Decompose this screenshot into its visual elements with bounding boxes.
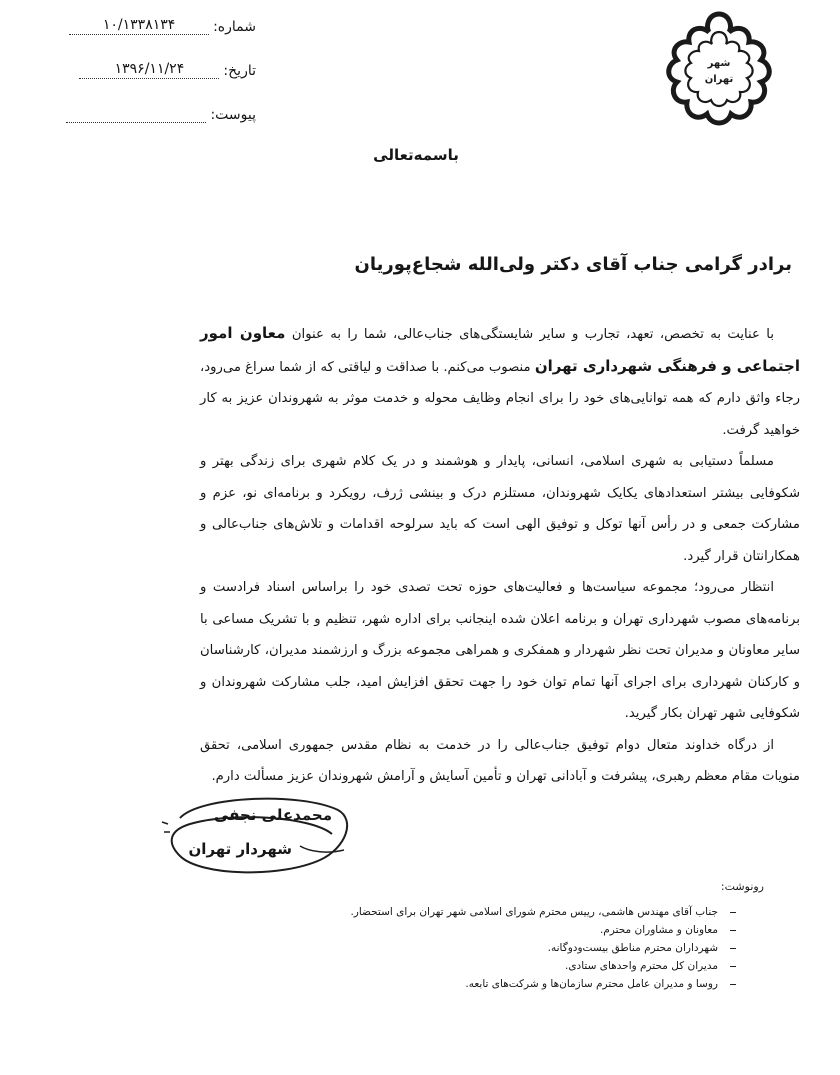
letter-attachment-value xyxy=(66,104,206,123)
list-item: روسا و مدیران عامل محترم سازمان‌ها و شرکت‌های تابعه. xyxy=(272,975,732,993)
letter-number-label: شماره: xyxy=(213,19,256,35)
body-paragraph-2: مسلماً دستیابی به شهری اسلامی، انسانی، پایدار و هوشمند و در یک کلام شهری برای زندگی بهتر و شکوفایی بیشتر استعدادهای یکایک شهروندان، مستلزم درک و بینشی ژرف، رویکرد و برنامه‌ای نو، عزم و مشارکت جمعی و در رأس آنها توکل و توفیق الهی است که باید سرلوحه اقدامات و تلاش‌های جناب‌عالی و همکارانتان قرار گیرد. xyxy=(200,454,800,564)
copies-heading: رونوشت: xyxy=(720,880,764,893)
body-paragraph-1 xyxy=(200,318,800,446)
copies-list xyxy=(272,903,732,993)
letter-date-value: ۱۳۹۶/۱۱/۲۴ xyxy=(79,60,219,79)
tehran-municipality-logo-icon xyxy=(660,8,778,133)
p1-position-title: معاون امور اجتماعی و فرهنگی شهرداری تهران xyxy=(200,324,800,375)
invocation-text: باسمه‌تعالی xyxy=(373,146,459,164)
body-paragraph-3: انتظار می‌رود؛ مجموعه سیاست‌ها و فعالیت‌های حوزه تحت تصدی خود را براساس اسناد فرادست و برنامه‌های مصوب شهرداری تهران و برنامه اعلان شده اینجانب برای اداره شهر، تنظیم و با تشریک مساعی با سایر معاونان و مدیران تحت نظر شهردار و همفکری و همراهی مجموعه بزرگ و ارزشمند مدیران، کارشناسان و کارکنان شهرداری برای اجرای آنها تمام توان خود را جهت تحقق افزایش امید، جلب مشارکت شهروندان و شکوفایی شهر تهران بکار گیرید. xyxy=(200,580,800,721)
letter-number-value: ۱۰/۱۳۳۸۱۳۴ xyxy=(69,16,209,35)
list-item: جناب آقای مهندس هاشمی، رییس محترم شورای اسلامی شهر تهران برای استحضار. xyxy=(272,903,732,921)
letter-date-label: تاریخ: xyxy=(223,63,256,79)
list-item: شهرداران محترم مناطق بیست‌ودوگانه. xyxy=(272,939,732,957)
logo-text-top: شهر xyxy=(707,58,731,69)
list-item: معاونان و مشاوران محترم. xyxy=(272,921,732,939)
letter-number-row xyxy=(69,16,256,35)
signatory-name: محمدعلی نجفی xyxy=(213,806,332,824)
p1-rest: منصوب می‌کنم. با صداقت و لیاقتی که از شما سراغ می‌رود، رجاء واثق دارم که همه توانایی‌های خود را برای انجام وظایف محوله و خدمت موثر به شهروندان عزیز به کار خواهید گرفت. xyxy=(200,359,800,438)
body-paragraph-4: از درگاه خداوند متعال دوام توفیق جناب‌عالی را در خدمت به نظام مقدس جمهوری اسلامی، تحقق منویات مقام معظم رهبری، پیشرفت و آبادانی تهران و تأمین آسایش و آرامش شهروندان عزیز مسألت دارم. xyxy=(200,737,800,784)
p1-intro: با عنایت به تخصص، تعهد، تجارب و سایر شایستگی‌های جناب‌عالی، شما را به عنوان xyxy=(291,327,774,342)
letter-date-row xyxy=(79,60,256,79)
letter-attachment-label: پیوست: xyxy=(210,107,256,123)
salutation-line: برادر گرامی جناب آقای دکتر ولی‌الله شجاع‌پوریان xyxy=(354,254,792,275)
letter-body xyxy=(200,318,800,793)
letter-attachment-row xyxy=(66,104,256,123)
signatory-title: شهردار تهران xyxy=(188,840,292,858)
invocation-heading xyxy=(0,146,840,164)
list-item: مدیران کل محترم واحدهای ستادی. xyxy=(272,957,732,975)
logo-text-bottom: تهران xyxy=(704,74,734,85)
